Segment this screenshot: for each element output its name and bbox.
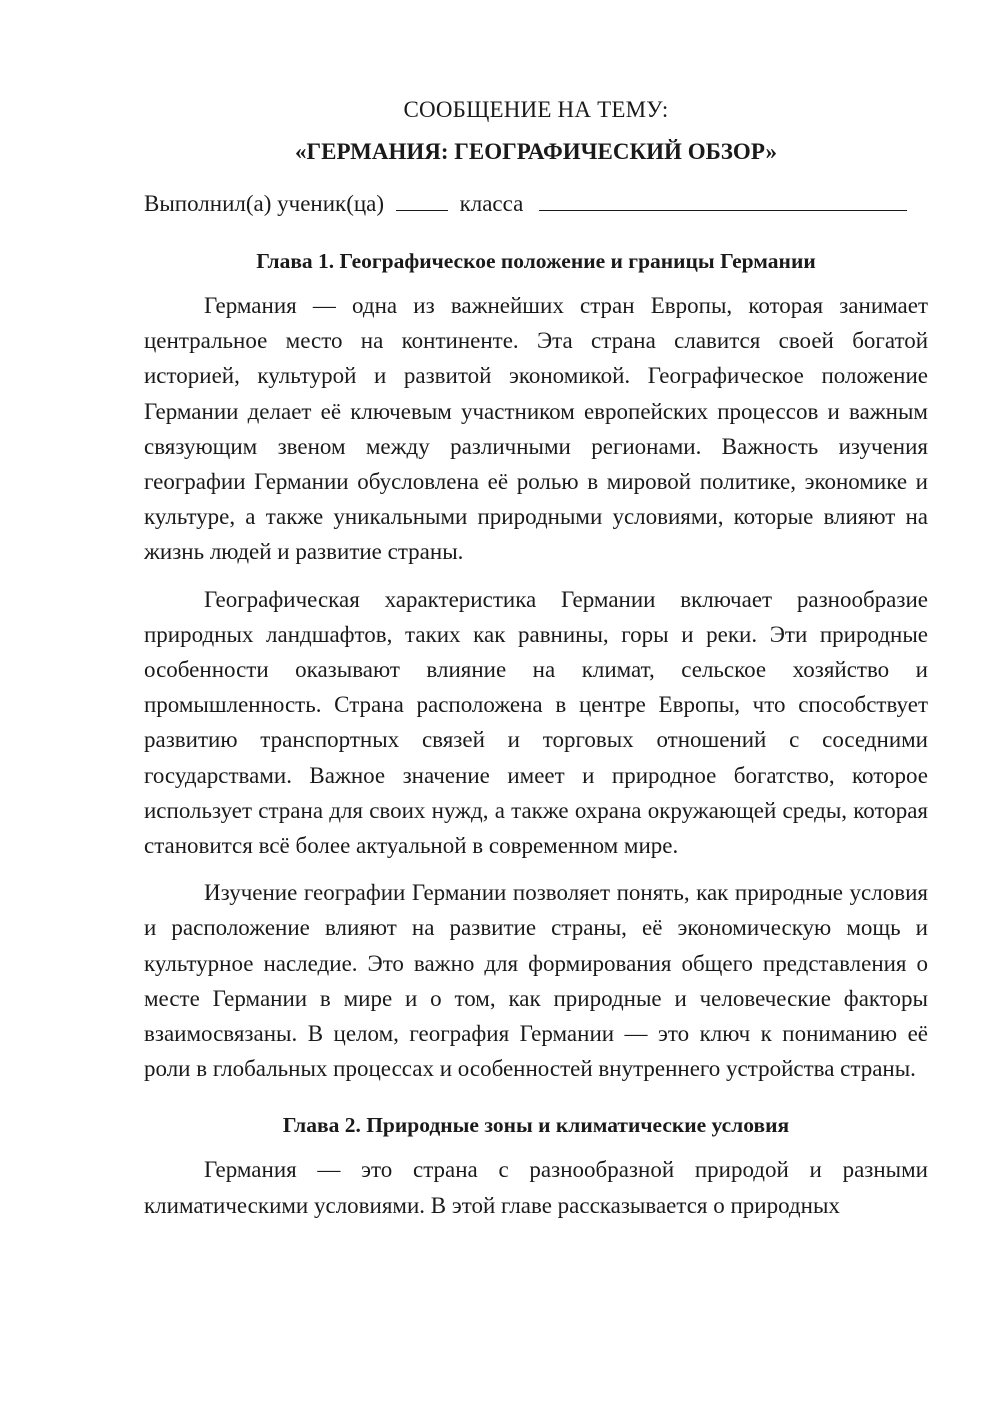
chapter-2-paragraph-1: Германия — это страна с разнообразной природой и разными климатическими условиями. В этой главе рассказывается о природных [144, 1157, 928, 1218]
chapter-1-paragraph-1: Германия — одна из важнейших стран Европы, которая занимает центральное место на континенте. Эта страна славится своей богатой историей, культурой и развитой экономикой. Географическое положение Германии делает её ключевым участником европейских процессов и важным связующим звеном между различными регионами. Важность изучения географии Германии обусловлена её ролью в мировой политике, экономике и культуре, а также уникальными природными условиями, которые влияют на жизнь людей и развитие страны. [144, 293, 928, 565]
chapter-1-paragraph-3: Изучение географии Германии позволяет понять, как природные условия и расположение влияют на развитие страны, её экономическую мощь и культурное наследие. Это важно для формирования общего представления о месте Германии в мире и о том, как природные и человеческие факторы взаимосвязаны. В целом, география Германии — это ключ к пониманию её роли в глобальных процессах и особенностей внутреннего устройства страны. [144, 880, 928, 1082]
document-title: СООБЩЕНИЕ НА ТЕМУ: [403, 97, 669, 122]
author-label: Выполнил(а) ученик(ца) [144, 191, 385, 216]
chapter-1-paragraph-2: Географическая характеристика Германии включает разнообразие природных ландшафтов, таких как равнины, горы и реки. Эти природные особенности оказывают влияние на климат, сельское хозяйство и промышленность. Страна расположена в центре Европы, что способствует развитию транспортных связей и торговых отношений с соседними государствами. Важное значение имеет и природное богатство, которое использует страна для своих нужд, а также охрана окружающей среды, которая становится всё более актуальной в современном мире. [144, 586, 928, 859]
document-subtitle: «ГЕРМАНИЯ: ГЕОГРАФИЧЕСКИЙ ОБЗОР» [295, 139, 777, 164]
chapter-1-heading: Глава 1. Географическое положение и границы Германии [256, 249, 816, 273]
grade-blank-field [396, 188, 448, 211]
name-blank-field [539, 188, 907, 211]
class-label: класса [459, 191, 524, 216]
author-line [144, 186, 928, 222]
chapter-2-heading: Глава 2. Природные зоны и климатические условия [282, 1113, 790, 1138]
